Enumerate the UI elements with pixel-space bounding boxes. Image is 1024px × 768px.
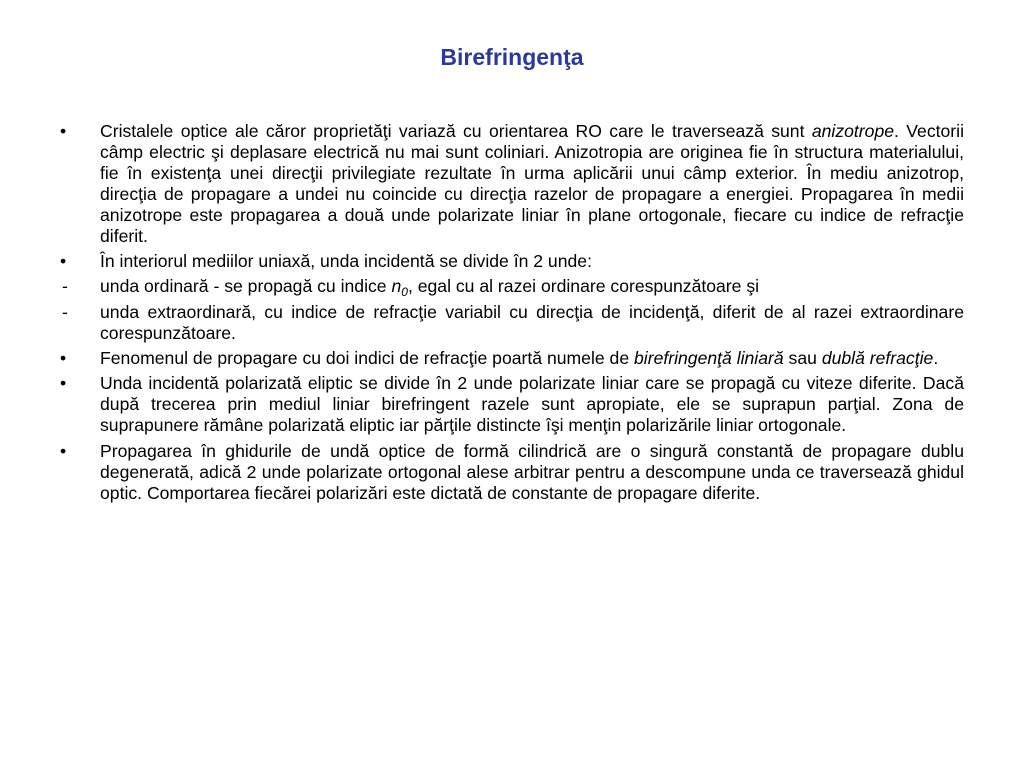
bullet-marker: • (60, 440, 67, 461)
text-segment: . (933, 348, 939, 369)
text-segment: , egal cu al razei ordinare corespunzătoare şi (407, 276, 760, 297)
bullet-marker: • (60, 121, 67, 141)
emphasis-term: birefringenţă liniară (634, 348, 784, 369)
emphasis-term: anizotrope (811, 121, 895, 141)
text-segment: unda extraordinară, cu indice de refracţie variabil cu direcţia de incidenţă, diferit de al razei extraordinare corespunzătoare. (100, 301, 964, 343)
dash-extraordinary-wave (60, 302, 964, 344)
text-segment: Unda incidentă polarizată eliptic se divide în 2 unde polarizate liniar care se propagă cu viteze diferite. Dacă după trecerea prin mediul liniar birefringent razele sunt apropiate, ele se suprapun parţial. Zona de suprapunere rămâne polarizată eliptic iar părţile distincte îşi menţin polarizările liniar ortogonale. (100, 373, 964, 436)
slide-content (60, 121, 964, 508)
bullet-marker: • (60, 250, 67, 271)
dash-marker: - (62, 301, 68, 322)
dash-ordinary-wave (60, 276, 964, 300)
dash-marker: - (62, 276, 68, 297)
bullet-anisotropy (60, 121, 964, 246)
bullet-birefringence (60, 348, 964, 369)
bullet-waveguides (60, 441, 964, 504)
index-symbol: n (391, 276, 402, 297)
bullet-marker: • (60, 373, 67, 394)
text-segment: sau (783, 348, 822, 369)
text-segment: Fenomenul de propagare cu doi indici de refracţie poartă numele de (100, 348, 635, 369)
bullet-uniaxial (60, 251, 964, 272)
slide-title: Birefringenţa (440, 44, 584, 70)
text-segment: . Vectorii câmp electric şi deplasare electrică nu mai sunt coliniari. Anizotropia are originea fie în structura materialului, fie în existenţa unei direcţii privilegiate rezultate în urma aplicării unui câmp exterior. În mediu anizotrop, direcţia de propagare a undei nu coincide cu direcţia razelor de propagare a energiei. Propagarea în medii anizotrope este propagarea a două unde polarizate liniar în plane ortogonale, fiecare cu indice de refracţie diferit. (100, 121, 964, 246)
text-segment: unda ordinară - se propagă cu indice (100, 276, 392, 297)
text-segment: Cristalele optice ale căror proprietăţi variază cu orientarea RO care le traversează sunt (100, 121, 812, 141)
text-segment: În interiorul mediilor uniaxă, unda incidentă se divide în 2 unde: (100, 250, 592, 271)
text-segment: Propagarea în ghidurile de undă optice de formă cilindrică are o singură constantă de propagare dublu degenerată, adică 2 unde polarizate ortogonal alese arbitrar pentru a descompune unda ce traversează ghidul optic. Comportarea fiecărei polarizări este dictată de constante de propagare diferite. (100, 440, 964, 503)
bullet-marker: • (60, 348, 67, 369)
bullet-elliptic-wave (60, 373, 964, 436)
emphasis-term: dublă refracţie (821, 348, 934, 369)
index-subscript: 0 (401, 285, 408, 300)
